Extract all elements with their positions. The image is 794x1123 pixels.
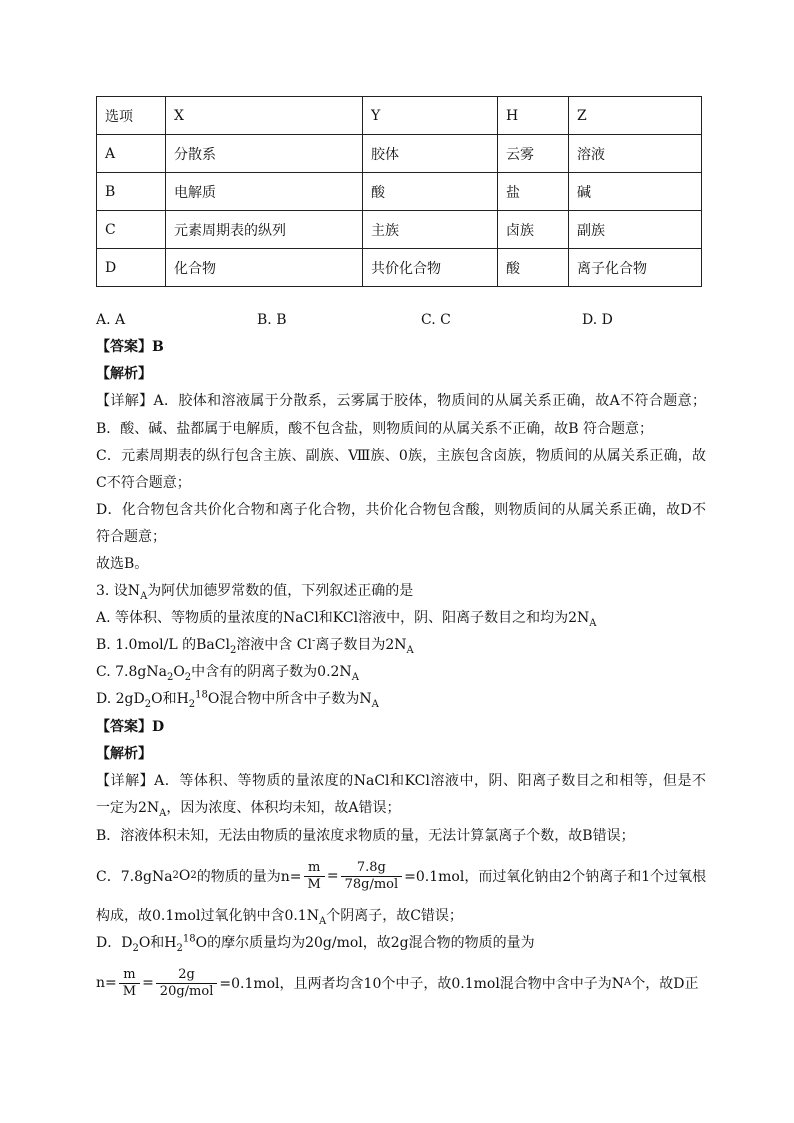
q3-explanation-line: 构成，故0.1mol过氧化钠中含$0.1N_A$个阴离子，故C错误； [96,908,463,927]
fraction: $\frac{m}{M}$ [119,967,140,1000]
fraction: $\frac{2g}{\text{20g/mol}}$ [156,967,218,1000]
table-cell: D [97,249,166,287]
table-cell: 主族 [363,211,498,249]
table-cell: 碱 [569,173,702,211]
q2-explanation-line: 【详解】A．胶体和溶液属于分散系，云雾属于胶体，物质间的从属关系正确，故A不符合题意； [96,393,706,409]
table-cell: 盐 [498,173,569,211]
table-header-cell: X [166,97,363,135]
table-header-cell: Y [363,97,498,135]
q2-explanation-line: B．酸、碱、盐都属于电解质，酸不包含盐，则物质间的从属关系不正确，故B 符合题意； [96,421,654,437]
table-row [97,135,702,173]
table-cell: 副族 [569,211,702,249]
q3-analysis-heading: 【解析】 [96,746,152,762]
q3-explanation-line: 一定为$2N_A$，因为浓度、体积均未知，故A错误； [96,800,401,819]
classification-table [96,96,702,287]
fraction: $\frac{7.8g}{\text{78g/mol}}$ [341,860,403,893]
table-header-row [97,97,702,135]
q3-explanation-line: D．$D_2O$和$H_2^{18}O$的摩尔质量均为20g/mol，故2g混合物的物质的量为 [96,933,535,954]
q2-option-d: D. D [582,312,613,328]
table-cell: 共价化合物 [363,249,498,287]
q3-option-c: C. $7.8gNa_2O_2$中含有的阴离子数为$0.2N_A$ [96,664,359,683]
table-row [97,173,702,211]
table-cell: 胶体 [363,135,498,173]
q2-explanation-line: C．元素周期表的纵行包含主族、副族、Ⅷ族、0族，主族包含卤族，物质间的从属关系正确，故 [96,448,706,464]
table-cell: B [97,173,166,211]
q2-option-a: A. A [96,312,126,328]
table-cell: 元素周期表的纵列 [166,211,363,249]
q3-explanation-line: 【详解】A．等体积、等物质的量浓度的NaCl和KCl溶液中，阴、阳离子数目之和相等，但是不 [96,773,706,789]
q2-options [96,312,706,332]
q2-explanation-line: C不符合题意； [96,475,191,491]
table-cell: 酸 [498,249,569,287]
q3-explanation-formula-line: C．7.8gNa 2 O 2 的物质的量为n= $\frac{m}{M}$ = $\frac{7.8g}{\text{78g/mol}}$ =0.1mol，而过氧化钠由2个钠离子和1个过氧根 [96,859,707,892]
q3-option-a: A. 等体积、等物质的量浓度的NaCl和KCl溶液中，阴、阳离子数目之和均为$2N_A$ [96,610,597,629]
fraction: $\frac{m}{M}$ [304,860,325,893]
q3-explanation-formula-line: n= $\frac{m}{M}$ = $\frac{2g}{\text{20g/mol}}$ =0.1mol，且两者均含10个中子，故0.1mol混合物中含中子为N A 个，故D正 [96,966,699,999]
table-cell: 分散系 [166,135,363,173]
q2-explanation-line: 符合题意； [96,529,166,545]
table-cell: C [97,211,166,249]
q2-answer: 【答案】B [96,339,164,355]
table-cell: A [97,135,166,173]
table-row [97,211,702,249]
table-header-cell: 选项 [97,97,166,135]
q2-explanation-line: D．化合物包含共价化合物和离子化合物，共价化合物包含酸，则物质间的从属关系正确，故D不 [96,502,706,518]
q3-stem: 3. 设$N_A$为阿伏加德罗常数的值，下列叙述正确的是 [96,583,414,602]
table-cell: 云雾 [498,135,569,173]
table-row [97,249,702,287]
table-cell: 酸 [363,173,498,211]
q3-option-b: B. 1.0mol/L 的BaCl$_2$溶液中含 Cl-离子数目为$2N_A$ [96,635,414,656]
table-header-cell: Z [569,97,702,135]
q2-conclusion: 故选B。 [96,556,149,572]
q3-option-d: D. $2gD_2O$和$H_2^{18}O$混合物中所含中子数为$N_A$ [96,689,379,710]
table-cell: 离子化合物 [569,249,702,287]
table-header-cell: H [498,97,569,135]
q2-analysis-heading: 【解析】 [96,366,152,382]
q3-answer: 【答案】D [96,719,165,735]
table-cell: 化合物 [166,249,363,287]
table-cell: 溶液 [569,135,702,173]
table-cell: 电解质 [166,173,363,211]
q3-explanation-line: B．溶液体积未知，无法由物质的量浓度求物质的量，无法计算氯离子个数，故B错误； [96,828,635,844]
q2-option-b: B. B [257,312,287,328]
q2-option-c: C. C [421,312,451,328]
table-cell: 卤族 [498,211,569,249]
